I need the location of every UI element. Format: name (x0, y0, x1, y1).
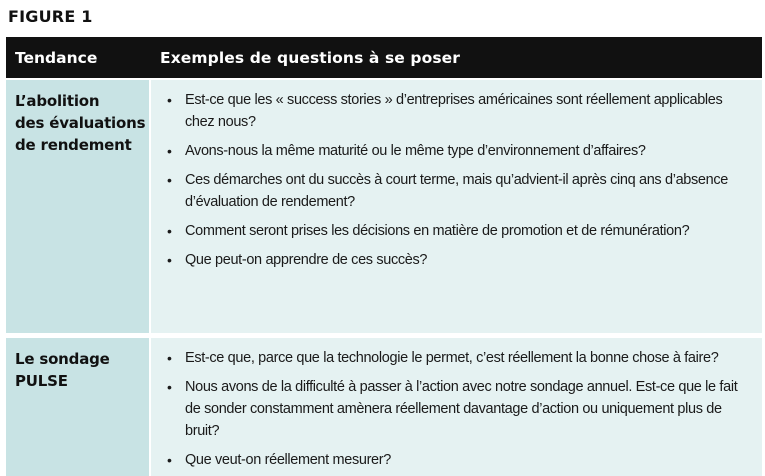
question-text: Que peut-on apprendre de ces succès? (185, 252, 428, 268)
tendance-line: des évaluations (15, 114, 146, 132)
bullet-icon: • (167, 223, 172, 239)
list-item (165, 376, 752, 442)
tendance-line: de rendement (15, 136, 132, 154)
question-text: Est-ce que, parce que la technologie le permet, c’est réellement la bonne chose à faire? (185, 350, 719, 366)
list-item (165, 347, 752, 369)
header-questions: Exemples de questions à se poser (160, 48, 461, 67)
questions-list (165, 89, 752, 271)
bullet-icon: • (167, 379, 172, 395)
bullet-icon: • (167, 172, 172, 188)
tendance-cell (6, 338, 149, 476)
questions-cell (151, 338, 762, 476)
list-item (165, 140, 752, 162)
header-tendance: Tendance (15, 48, 98, 67)
question-text: Avons-nous la même maturité ou le même type d’environnement d’affaires? (185, 143, 646, 159)
question-text: Comment seront prises les décisions en matière de promotion et de rémunération? (185, 223, 690, 239)
bullet-icon: • (167, 452, 172, 468)
question-text: Ces démarches ont du succès à court terme, mais qu’advient-il après cinq ans d’absence d’évaluation de rendement? (185, 172, 728, 210)
tendance-cell (6, 80, 149, 333)
tendance-line: L’abolition (15, 92, 100, 110)
bullet-icon: • (167, 92, 172, 108)
questions-list (165, 347, 752, 471)
questions-cell (151, 80, 762, 333)
list-item (165, 249, 752, 271)
question-text: Que veut-on réellement mesurer? (185, 452, 391, 468)
figure-title: FIGURE 1 (8, 7, 93, 26)
tendance-line: Le sondage (15, 350, 110, 368)
question-text: Est-ce que les « success stories » d’entreprises américaines sont réellement applicables chez nous? (185, 92, 723, 130)
list-item (165, 89, 752, 133)
list-item (165, 449, 752, 471)
tendance-line: PULSE (15, 372, 68, 390)
table-header (6, 37, 762, 78)
table-row (6, 338, 762, 476)
bullet-icon: • (167, 143, 172, 159)
list-item (165, 169, 752, 213)
list-item (165, 220, 752, 242)
questions-table (6, 37, 762, 476)
question-text: Nous avons de la difficulté à passer à l’action avec notre sondage annuel. Est-ce que le fait de sonder constamment amènera réellement davantage d’action ou uniquement plus de bruit? (185, 379, 738, 439)
bullet-icon: • (167, 252, 172, 268)
table-row (6, 78, 762, 333)
bullet-icon: • (167, 350, 172, 366)
